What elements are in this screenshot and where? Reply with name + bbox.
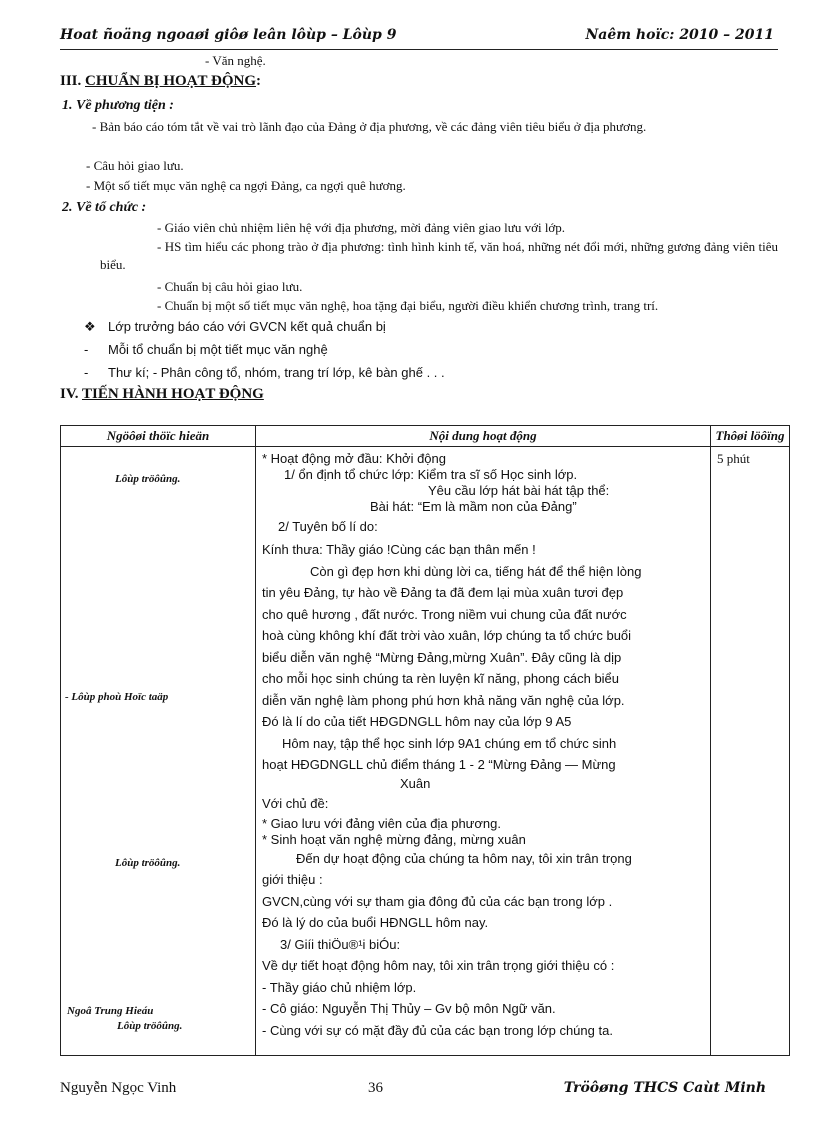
section-4-heading — [60, 385, 264, 403]
content-line: diễn văn nghệ làm phong phú hơn khả năng văn nghệ của lớp. — [262, 692, 625, 708]
content-line: cho mỗi học sinh chúng ta rèn luyện kĩ năng, phong cách biểu — [262, 671, 620, 686]
content-line: Đến dự hoạt động của chúng ta hôm nay, tôi xin trân trọng — [296, 850, 632, 866]
content-line: - Cô giáo: Nguyễn Thị Thủy – Gv bộ môn Ngữ văn. — [262, 1001, 556, 1016]
organization-item: - Chuẩn bị một số tiết mục văn nghệ, hoa tặng đại biểu, người điều khiển chương trình, trang trí. — [157, 298, 659, 313]
content-line: Bài hát: “Em là mầm non của Đảng” — [370, 499, 577, 514]
header-left: Hoat ñoäng ngoaøi giôø leân lôùp – Lôùp 9 — [60, 27, 397, 43]
content-line: Còn gì đẹp hơn khi dùng lời ca, tiếng hát để thể hiện lòng — [310, 563, 642, 579]
organization-item: - HS tìm hiểu các phong trào ở địa phương: tình hình kinh tế, văn hoá, những nét đổi mới, những gương đảng viên tiêu biểu. — [100, 239, 778, 272]
top-fragment: - Văn nghệ. — [205, 53, 266, 68]
role-label: Lôùp tröôûng. — [115, 473, 181, 485]
footer-page-number: 36 — [368, 1080, 383, 1096]
content-line: 3/ Giíi thiÖu®¹i biÓu: — [280, 936, 401, 952]
content-line: - Thầy giáo chủ nhiệm lớp. — [262, 979, 417, 995]
content-line: hoà cùng không khí đất trời vào xuân, lớp chúng ta tổ chức buổi — [262, 628, 632, 643]
role-label: - Lôùp phoù Hoïc taäp — [65, 691, 169, 703]
dash-bullet: - — [84, 342, 89, 357]
content-line: 2/ Tuyên bố lí do: — [278, 519, 378, 534]
header-content: Nội dung hoạt động — [256, 426, 711, 447]
equipment-item: - Một số tiết mục văn nghệ ca ngợi Đảng, ca ngợi quê hương. — [86, 178, 406, 193]
header-right: Naêm hoïc: 2010 – 2011 — [585, 27, 774, 43]
content-line: cho quê hương , đất nước. Trong niềm vui chung của đất nước — [262, 606, 627, 622]
role-label: Lôùp tröôûng. — [117, 1020, 183, 1032]
dash-bullet: - — [84, 365, 89, 380]
content-cell — [256, 447, 711, 1056]
organization-item: - Giáo viên chủ nhiệm liên hệ với địa phương, mời đảng viên giao lưu với lớp. — [157, 220, 566, 235]
bullet-item — [84, 364, 445, 382]
content-line: GVCN,cùng với sự tham gia đông đủ của các bạn trong lớp . — [262, 893, 613, 909]
diamond-bullet-icon: ❖ — [84, 319, 96, 334]
content-line: hoạt HĐGDNGLL chủ điểm tháng 1 - 2 “Mừng Đảng — Mừng — [262, 757, 616, 772]
content-line: Yêu cầu lớp hát bài hát tập thể: — [428, 483, 610, 498]
content-line: * Sinh hoạt văn nghệ mừng đảng, mừng xuân — [262, 831, 526, 847]
section-3-heading — [60, 72, 261, 90]
content-body — [256, 447, 710, 1041]
content-line: Kính thưa: Thầy giáo !Cùng các bạn thân mến ! — [262, 542, 536, 557]
content-line: Hôm nay, tập thể học sinh lớp 9A1 chúng em tổ chức sinh — [282, 735, 617, 751]
role-label: Ngoâ Trung Hieáu — [67, 1005, 154, 1017]
organization-item: - Chuẩn bị câu hỏi giao lưu. — [157, 279, 303, 294]
sub-heading-equipment: 1. Về phương tiện : — [62, 98, 174, 113]
bullet-text: Lớp trưởng báo cáo với GVCN kết quả chuẩn bị — [108, 319, 386, 334]
bullet-item — [84, 341, 328, 359]
footer-author: Nguyễn Ngọc Vinh — [60, 1080, 177, 1096]
sub-heading-organization: 2. Về tổ chức : — [62, 200, 147, 215]
bullet-item — [84, 318, 386, 336]
content-line: Đó là lý do của buổi HĐNGLL hôm nay. — [262, 915, 489, 930]
content-line: 1/ ổn định tổ chức lớp: Kiểm tra sĩ số Học sinh lớp. — [284, 467, 578, 482]
duration-cell — [711, 447, 790, 1056]
content-line: biểu diễn văn nghệ “Mừng Đảng,mừng Xuân”. Đây cũng là dịp — [262, 649, 622, 665]
section-4-title: TIẾN HÀNH HOẠT ĐỘNG — [81, 386, 264, 402]
content-line: - Cùng với sự có mặt đầy đủ của các bạn trong lớp chúng ta. — [262, 1022, 613, 1038]
content-line: * Hoạt động mở đầu: Khởi động — [262, 451, 446, 466]
content-line: * Giao lưu với đảng viên của địa phương. — [262, 815, 501, 831]
content-line: tin yêu Đảng, tự hào về Đảng ta đã đem lại mùa xuân tươi đẹp — [262, 585, 624, 600]
section-3-title: CHUẨN BỊ HOẠT ĐỘNG — [85, 73, 257, 89]
equipment-item: - Câu hỏi giao lưu. — [86, 158, 184, 173]
role-label: Lôùp tröôûng. — [115, 857, 181, 869]
duration-value: 5 phút — [717, 451, 750, 466]
content-line: Xuân — [400, 775, 431, 791]
performer-cell — [61, 447, 256, 1056]
content-line: Về dự tiết hoạt động hôm nay, tôi xin trân trọng giới thiệu có : — [262, 958, 615, 973]
section-3-number: III. — [60, 73, 82, 89]
bullet-text: Mỗi tổ chuẩn bị một tiết mục văn nghệ — [108, 342, 328, 357]
table-header-row — [61, 426, 790, 447]
content-line: giới thiệu : — [262, 872, 323, 887]
footer-school: Tröôøng THCS Caùt Minh — [563, 1080, 766, 1096]
content-line: Với chủ đề: — [262, 795, 329, 811]
header-divider — [60, 49, 778, 50]
section-3-colon: : — [256, 73, 262, 89]
header-performer: Ngöôøi thöïc hieän — [61, 426, 256, 447]
equipment-item: - Bản báo cáo tóm tắt về vai trò lãnh đạo của Đảng ở địa phương, về các đảng viên tiêu biểu ở địa phương. — [92, 119, 647, 134]
table-row — [61, 447, 790, 1056]
header-duration: Thôøi löôïng — [711, 426, 790, 447]
section-4-number: IV. — [60, 386, 79, 402]
activity-table — [60, 425, 790, 1056]
content-line: Đó là lí do của tiết HĐGDNGLL hôm nay của lớp 9 A5 — [262, 714, 572, 729]
bullet-text: Thư kí; - Phân công tổ, nhóm, trang trí lớp, kê bàn ghế . . . — [108, 365, 445, 380]
